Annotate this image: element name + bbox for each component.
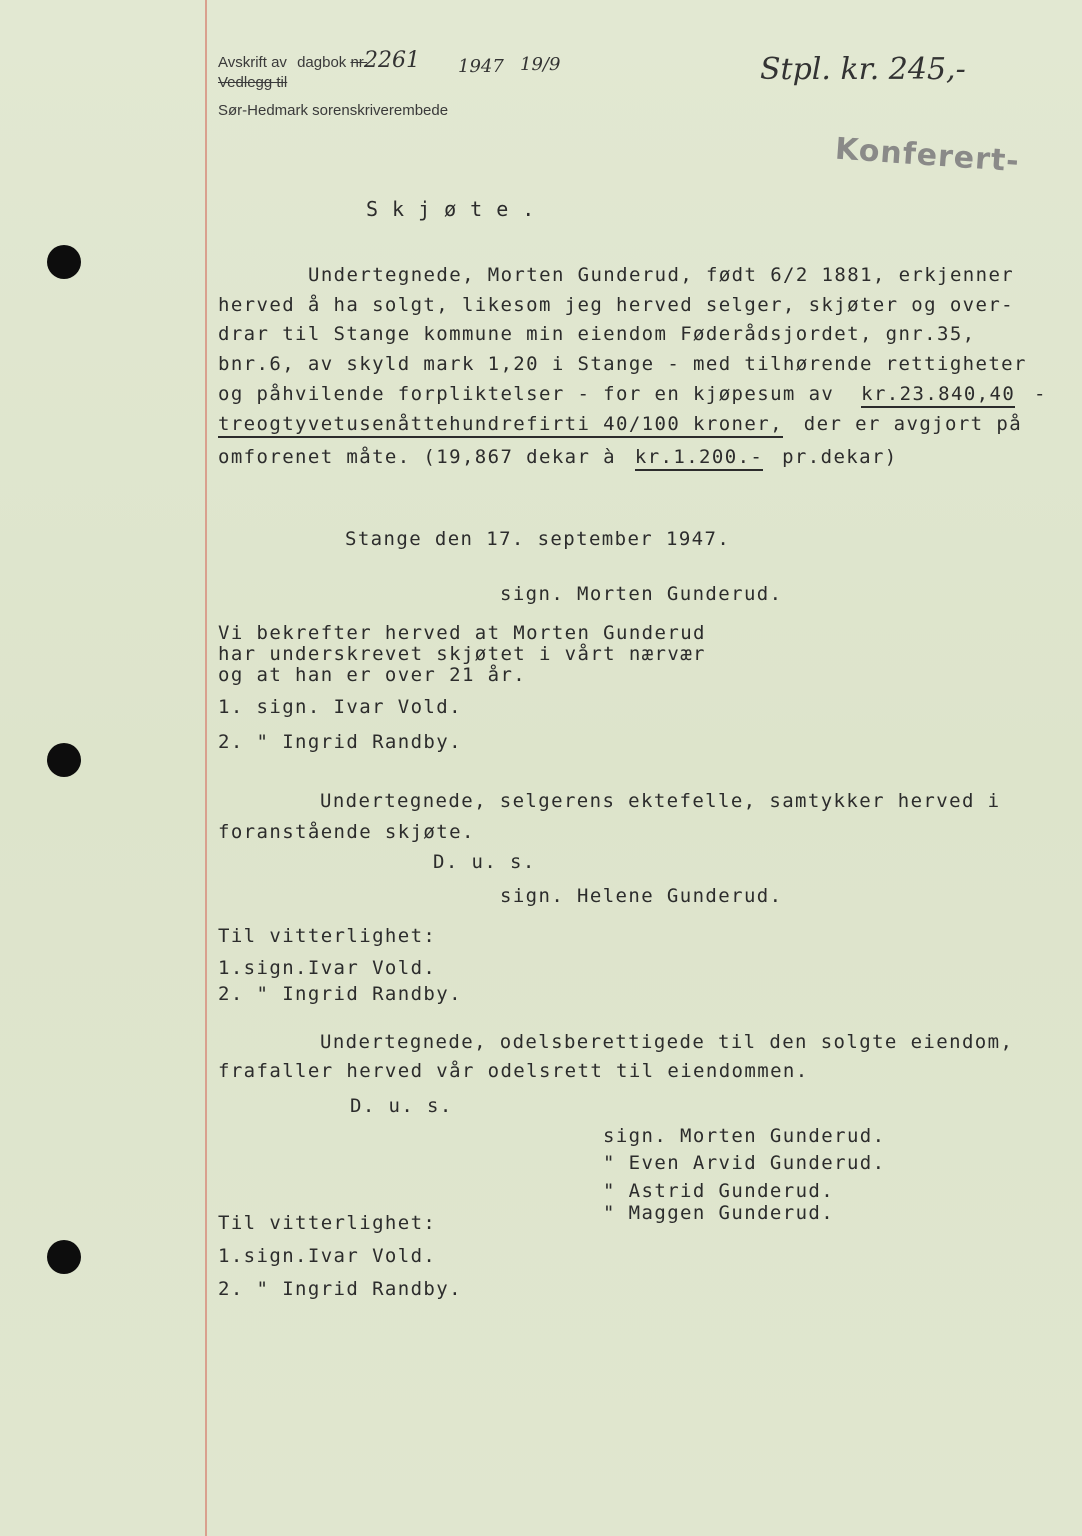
p1-line7-text: omforenet måte. (19,867 dekar à: [218, 446, 617, 468]
p1-line5: [218, 383, 1047, 405]
header-dagbok: dagbok: [297, 54, 347, 71]
handwritten-dagbok-nr: 2261: [364, 48, 420, 73]
p1-line4: bnr.6, av skyld mark 1,20 i Stange - med tilhørende rettigheter: [218, 353, 1027, 375]
p3-line2: frafaller herved vår odelsrett til eiendommen.: [218, 1060, 809, 1082]
odel-sig-3: " Astrid Gunderud.: [603, 1180, 835, 1202]
til-vitterlighet-1: Til vitterlighet:: [218, 925, 437, 947]
header-office: Sør-Hedmark sorenskriverembede: [218, 102, 449, 119]
witness-intro-2: har underskrevet skjøtet i vårt nærvær: [218, 643, 706, 665]
header-nr: nr.: [350, 54, 368, 71]
tw2-1: 1.sign.Ivar Vold.: [218, 1245, 437, 1267]
tw1-2: 2. " Ingrid Randby.: [218, 983, 462, 1005]
price-per-dekar: kr.1.200.-: [635, 446, 763, 471]
doc-title: Skjøte.: [366, 197, 549, 221]
witness-1: 1. sign. Ivar Vold.: [218, 696, 462, 718]
p1-line6-rest: der er avgjort på: [803, 413, 1023, 435]
handwritten-date: 19/9: [520, 54, 561, 75]
amount-in-words: treogtyvetusenåttehundrefirti 40/100 kroner,: [218, 413, 783, 438]
dus-1: D. u. s.: [433, 851, 536, 873]
konferert-stamp: Konferert-: [834, 131, 1021, 180]
purchase-amount: kr.23.840,40: [861, 383, 1015, 408]
dus-2: D. u. s.: [350, 1095, 453, 1117]
p1-line3: drar til Stange kommune min eiendom Føderådsjordet, gnr.35,: [218, 323, 976, 345]
header-vedlegg: Vedlegg til: [218, 74, 288, 91]
p2-line2: foranstående skjøte.: [218, 821, 475, 843]
p1-line7-end: pr.dekar): [782, 446, 898, 468]
handwritten-year: 1947: [458, 56, 504, 77]
dash: -: [1034, 383, 1047, 405]
odel-sig-4: " Maggen Gunderud.: [603, 1202, 835, 1224]
p1-line1: Undertegnede, Morten Gunderud, født 6/2 1881, erkjenner: [308, 264, 1015, 286]
til-vitterlighet-2: Til vitterlighet:: [218, 1212, 437, 1234]
margin-rule: [205, 0, 207, 1536]
punch-hole: [47, 245, 81, 279]
witness-intro-3: og at han er over 21 år.: [218, 664, 527, 686]
handwritten-fee-note: Stpl. kr. 245,-: [760, 52, 966, 87]
witness-intro-1: Vi bekrefter herved at Morten Gunderud: [218, 622, 706, 644]
punch-hole: [47, 1240, 81, 1274]
signature-spouse: sign. Helene Gunderud.: [500, 885, 783, 907]
p3-line1: Undertegnede, odelsberettigede til den solgte eiendom,: [320, 1031, 1014, 1053]
punch-hole: [47, 743, 81, 777]
odel-sig-2: " Even Arvid Gunderud.: [603, 1152, 886, 1174]
header-line1: [218, 54, 367, 71]
p1-line5-text: og påhvilende forpliktelser - for en kjøpesum av: [218, 383, 835, 405]
signature-seller: sign. Morten Gunderud.: [500, 583, 783, 605]
p1-line6: [218, 413, 1022, 435]
place-date: Stange den 17. september 1947.: [345, 528, 731, 550]
tw1-1: 1.sign.Ivar Vold.: [218, 957, 437, 979]
header-avskrift: Avskrift av: [218, 54, 287, 71]
p1-line2: herved å ha solgt, likesom jeg herved selger, skjøter og over-: [218, 294, 1015, 316]
p1-line7: [218, 446, 898, 468]
tw2-2: 2. " Ingrid Randby.: [218, 1278, 462, 1300]
odel-sig-1: sign. Morten Gunderud.: [603, 1125, 886, 1147]
witness-2: 2. " Ingrid Randby.: [218, 731, 462, 753]
p2-line1: Undertegnede, selgerens ektefelle, samtykker herved i: [320, 790, 1001, 812]
